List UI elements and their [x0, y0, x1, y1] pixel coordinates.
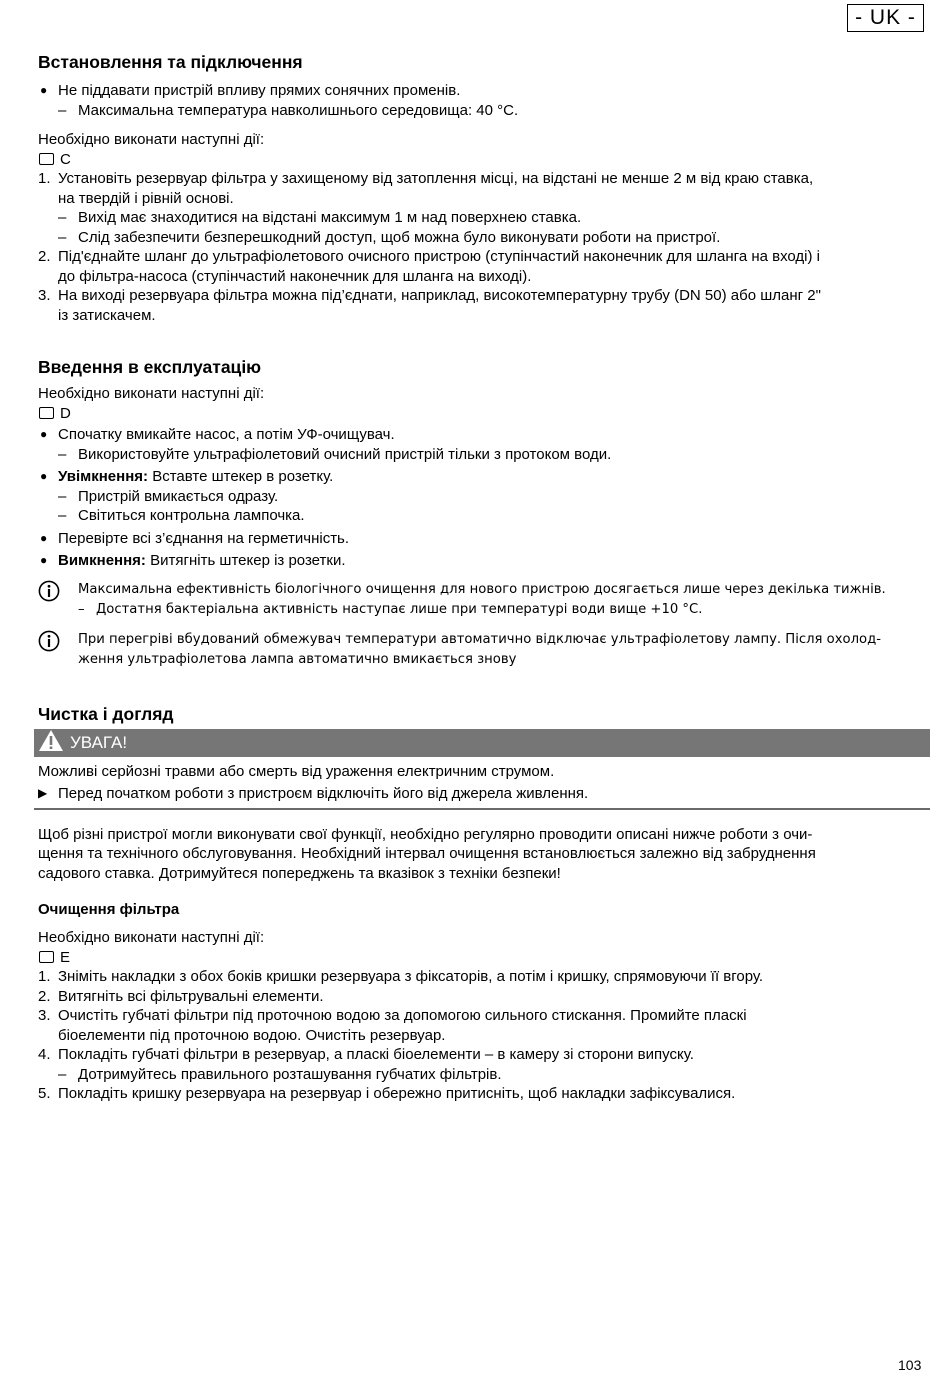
list-item: ● Не піддавати пристрій впливу прямих сонячних променів. — [40, 82, 461, 99]
warning-icon — [38, 729, 64, 757]
list-item: 2. Під'єднайте шланг до ультрафіолетового очисного пристрою (ступінчастий наконечник для шланга на вході) і — [38, 248, 821, 265]
figure-reference: D — [38, 404, 922, 424]
warning-label: УВАГА! — [70, 732, 128, 752]
info-icon — [38, 630, 60, 659]
page-content — [38, 50, 922, 1104]
steps-intro: Необхідно виконати наступні дії: — [38, 131, 265, 148]
bullet-icon: ● — [40, 469, 48, 483]
list-item-cont: із затискачем. — [58, 306, 156, 324]
list-item: 3. На виході резервуара фільтра можна під’єднати, наприклад, високотемпературну трубу (DN 50) або шланг 2" — [38, 287, 821, 304]
list-item: 1. Зніміть накладки з обох боків кришки резервуара з фіксаторів, а потім і кришку, спрямовуючи її вгору. — [38, 968, 764, 985]
paragraph-line: щення та технічного обслуговування. Необхідний інтервал очищення встановлюється залежно від забруднення — [38, 845, 816, 862]
list-subitem: – Дотримуйтесь правильного розташування губчатих фільтрів. — [58, 1065, 502, 1083]
page-number: 103 — [898, 1357, 922, 1373]
list-item: 5. Покладіть кришку резервуара на резервуар і обережно притисніть, щоб накладки зафіксувалися. — [38, 1085, 736, 1102]
section-title-cleaning: Чистка і догляд — [38, 703, 174, 724]
list-item: 3. Очистіть губчаті фільтри під проточною водою за допомогою сильного стискання. Промийте пласкі — [38, 1007, 747, 1024]
bullet-icon: ● — [40, 83, 48, 97]
section-title-commissioning: Введення в експлуатацію — [38, 357, 262, 377]
figure-icon — [39, 153, 54, 165]
list-subitem: – Слід забезпечити безперешкодний доступ, щоб можна було виконувати роботи на пристрої. — [58, 228, 721, 246]
list-item: ● Спочатку вмикайте насос, а потім УФ-очищувач. — [40, 426, 395, 443]
figure-icon — [39, 407, 54, 419]
list-item: ● Вимкнення: Витягніть штекер із розетки. — [40, 552, 346, 569]
section-title-installation: Встановлення та підключення — [38, 52, 303, 72]
bullet-icon: ● — [40, 427, 48, 441]
list-item: 2. Витягніть всі фільтрувальні елементи. — [38, 987, 324, 1005]
info-note: Максимальна ефективність біологічного очищення для нового пристрою досягається лише через декілька тижнів. – Достатня бактеріальна активність наступає лише при температурі води вище +10 °C. — [38, 580, 922, 620]
list-item-cont: біоелементи під проточною водою. Очистіть резервуар. — [58, 1026, 446, 1044]
paragraph-line: Щоб різні пристрої могли виконувати свої функції, необхідно регулярно проводити описані нижче роботи з очи- — [38, 825, 813, 843]
bullet-icon: ● — [40, 530, 48, 545]
warning-banner — [34, 729, 930, 757]
bullet-icon: ● — [40, 553, 48, 567]
steps-intro: Необхідно виконати наступні дії: — [38, 929, 265, 946]
list-subitem: – Використовуйте ультрафіолетовий очисний пристрій тільки з протоком води. — [58, 445, 612, 463]
warning-text: Можливі серйозні травми або смерть від ураження електричним струмом. — [38, 762, 555, 780]
paragraph-line: садового ставка. Дотримуйтеся попереджень та вказівок з техніки безпеки! — [38, 864, 561, 882]
figure-reference: E — [38, 948, 922, 968]
subsection-title-filter-cleaning: Очищення фільтра — [38, 901, 180, 918]
warning-action: ▶ Перед початком роботи з пристроєм відключіть його від джерела живлення. — [38, 785, 589, 802]
steps-intro: Необхідно виконати наступні дії: — [38, 385, 265, 402]
info-note: При перегріві вбудований обмежувач температури автоматично відключає ультрафіолетову лампу. Після охолод- ження ультрафіолетова лампа автоматично вмикається знову — [38, 630, 922, 670]
list-subitem: – Світиться контрольна лампочка. — [58, 507, 305, 524]
figure-reference: C — [38, 150, 922, 170]
figure-icon — [39, 951, 54, 963]
list-item: 1. Установіть резервуар фільтра у захищеному від затоплення місці, на відстані не менше 2 м від краю ставка, — [38, 170, 814, 187]
list-subitem: – Пристрій вмикається одразу. — [58, 487, 279, 505]
list-subitem: – Вихід має знаходитися на відстані максимум 1 м над поверхнею ставка. — [58, 209, 582, 226]
list-item: ● Увімкнення: Вставте штекер в розетку. — [40, 468, 334, 485]
list-item-cont: на твердій і рівній основі. — [58, 189, 234, 207]
list-item: 4. Покладіть губчаті фільтри в резервуар, а пласкі біоелементи – в камеру зі сторони випуску. — [38, 1046, 694, 1063]
list-item: ● Перевірте всі з’єднання на герметичність. — [40, 529, 350, 547]
language-badge: - UK - — [847, 4, 924, 32]
list-item-cont: до фільтра-насоса (ступінчастий наконечник для шланга на виході). — [58, 267, 532, 285]
info-icon — [38, 580, 60, 609]
play-arrow-icon: ▶ — [38, 786, 48, 800]
list-subitem: – Максимальна температура навколишнього середовища: 40 °C. — [58, 101, 519, 119]
